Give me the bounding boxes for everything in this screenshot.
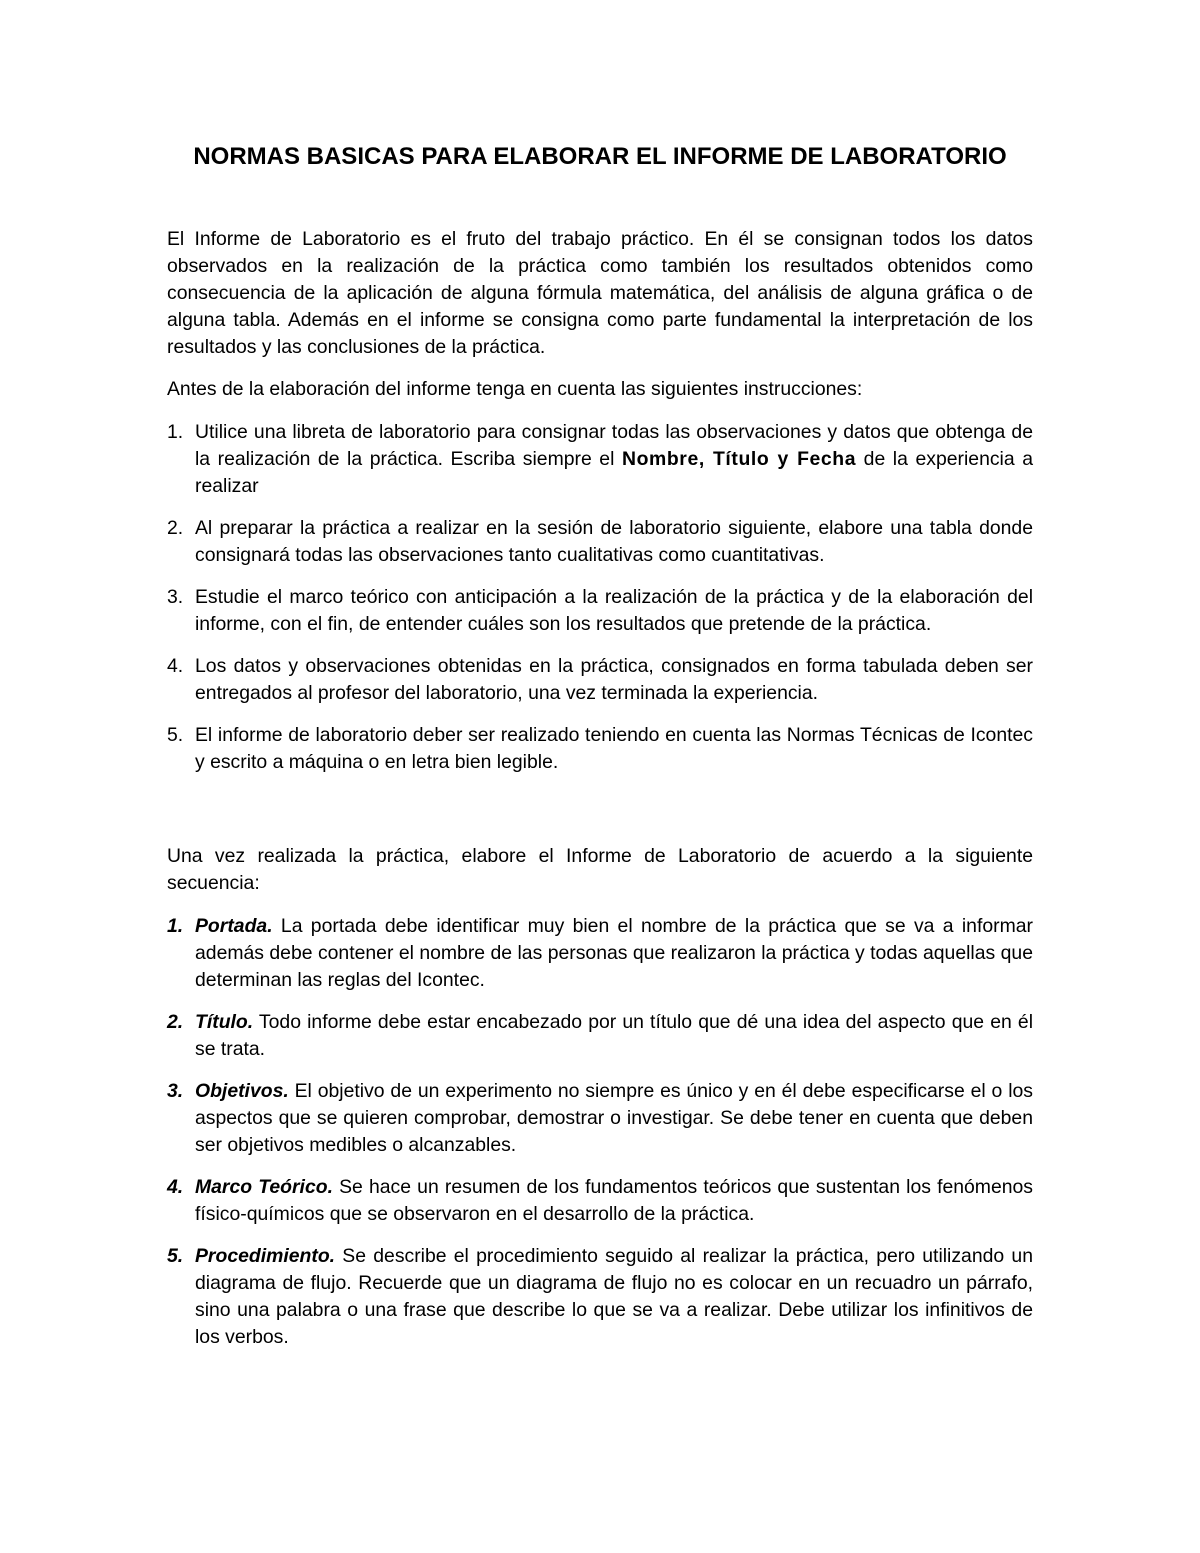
list-number: 4. xyxy=(167,655,184,677)
list-text: Al preparar la práctica a realizar en la sesión de laboratorio siguiente, elabore una tabla donde consignará todas las observaciones tanto cualitativas como cuantitativas. xyxy=(195,517,1033,566)
list-number: 3. xyxy=(167,1080,184,1102)
list-number: 4. xyxy=(167,1176,184,1198)
document-title: NORMAS BASICAS PARA ELABORAR EL INFORME DE LABORATORIO xyxy=(193,143,1007,170)
list-item xyxy=(167,722,1033,776)
list-number: 2. xyxy=(167,517,184,539)
list-text: Estudie el marco teórico con anticipación a la realización de la práctica y de la elaboración del informe, con el fin, de entender cuáles son los resultados que pretende de la práctica. xyxy=(195,586,1033,635)
list-number: 5. xyxy=(167,724,184,746)
list-number: 1. xyxy=(167,915,184,937)
list-number: 3. xyxy=(167,586,184,608)
list-item xyxy=(167,1243,1033,1351)
list-text: La portada debe identificar muy bien el nombre de la práctica que se va a informar además debe contener el nombre de las personas que realizaron la práctica y todas aquellas que determinan las reglas del Icontec. xyxy=(195,915,1033,991)
list-text: Se describe el procedimiento seguido al realizar la práctica, pero utilizando un diagrama de flujo. Recuerde que un diagrama de flujo no es colocar en un recuadro un párrafo, sino una palabra o una frase que describe lo que se va a realizar. Debe utilizar los infinitivos de los verbos. xyxy=(195,1245,1033,1348)
list-text: Utilice una libreta de laboratorio para consignar todas las observaciones y datos que obtenga de la realización de la práctica. Escriba siempre el xyxy=(195,421,1033,470)
list-number: 2. xyxy=(167,1011,184,1033)
list-text: Se hace un resumen de los fundamentos teóricos que sustentan los fenómenos físico-químicos que se observaron en el desarrollo de la práctica. xyxy=(195,1176,1034,1225)
list-text: Los datos y observaciones obtenidas en la práctica, consignados en forma tabulada deben ser entregados al profesor del laboratorio, una vez terminada la experiencia. xyxy=(195,655,1033,704)
list-text: El informe de laboratorio deber ser realizado teniendo en cuenta las Normas Técnicas de Icontec y escrito a máquina o en letra bien legible. xyxy=(195,724,1033,773)
list-text: Todo informe debe estar encabezado por un título que dé una idea del aspecto que en él se trata. xyxy=(195,1011,1033,1060)
list-text: El objetivo de un experimento no siempre es único y en él debe especificarse el o los aspectos que se quieren comprobar, demostrar o investigar. Se debe tener en cuenta que deben ser objetivos medibles o alcanzables. xyxy=(195,1080,1033,1156)
section-term: Título. xyxy=(195,1011,254,1033)
list-item xyxy=(167,913,1033,994)
sequence-lead: Una vez realizada la práctica, elabore el Informe de Laboratorio de acuerdo a la siguiente secuencia: xyxy=(167,845,1033,894)
list-number: 1. xyxy=(167,421,184,443)
list-item xyxy=(167,653,1033,707)
section-term: Procedimiento. xyxy=(195,1245,336,1267)
list-number: 5. xyxy=(167,1245,184,1267)
document-page xyxy=(167,140,1033,1366)
intro-paragraph: El Informe de Laboratorio es el fruto del trabajo práctico. En él se consignan todos los datos observados en la realización de la práctica como también los resultados obtenidos como consecuencia de la aplicación de alguna fórmula matemática, del análisis de alguna gráfica o de alguna tabla. Además en el informe se consigna como parte fundamental la interpretación de los resultados y las conclusiones de la práctica. xyxy=(167,228,1033,358)
list-item xyxy=(167,515,1033,569)
list-item xyxy=(167,1078,1033,1159)
instructions-list xyxy=(167,419,1033,776)
list-item xyxy=(167,419,1033,500)
section-term: Portada. xyxy=(195,915,273,937)
section-spacer xyxy=(167,791,1033,843)
list-item xyxy=(167,584,1033,638)
list-text: de la experiencia a realizar xyxy=(195,448,1033,497)
sequence-list xyxy=(167,913,1033,1351)
section-term: Marco Teórico. xyxy=(195,1176,333,1198)
list-item xyxy=(167,1009,1033,1063)
emphasis-text: Nombre, Título y Fecha xyxy=(621,448,857,470)
section-term: Objetivos. xyxy=(195,1080,289,1102)
list-item xyxy=(167,1174,1033,1228)
instructions-lead: Antes de la elaboración del informe tenga en cuenta las siguientes instrucciones: xyxy=(167,378,863,400)
